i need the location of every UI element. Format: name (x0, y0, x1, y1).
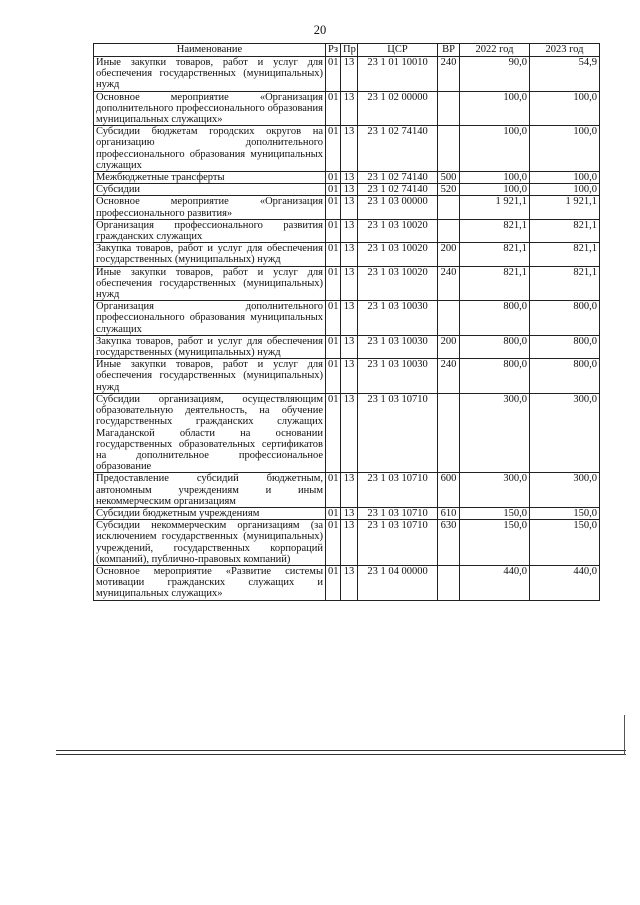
cell-2022: 821,1 (460, 243, 530, 266)
cell-vr: 200 (438, 335, 460, 358)
cell-csr: 23 1 02 00000 (358, 91, 438, 126)
cell-rz: 01 (326, 243, 341, 266)
cell-name: Организация дополнительного профессионального образования муниципальных служащих (94, 301, 326, 336)
cell-name: Закупка товаров, работ и услуг для обеспечения государственных (муниципальных) нужд (94, 243, 326, 266)
cell-2022: 821,1 (460, 219, 530, 242)
cell-rz: 01 (326, 393, 341, 472)
cell-2023: 800,0 (530, 359, 600, 394)
table-row (94, 57, 600, 92)
cell-rz: 01 (326, 473, 341, 508)
cell-2023: 800,0 (530, 301, 600, 336)
cell-2022: 800,0 (460, 359, 530, 394)
bottom-rule (56, 750, 626, 751)
cell-name: Основное мероприятие «Организация профессионального развития» (94, 196, 326, 219)
header-csr: ЦСР (358, 44, 438, 57)
cell-pr: 13 (341, 184, 358, 196)
cell-2023: 821,1 (530, 219, 600, 242)
cell-csr: 23 1 03 10710 (358, 507, 438, 519)
table-header (94, 44, 600, 57)
header-pr: Пр (341, 44, 358, 57)
table-row (94, 335, 600, 358)
cell-pr: 13 (341, 266, 358, 301)
cell-pr: 13 (341, 243, 358, 266)
cell-rz: 01 (326, 184, 341, 196)
cell-2023: 54,9 (530, 57, 600, 92)
cell-2022: 90,0 (460, 57, 530, 92)
cell-2022: 100,0 (460, 172, 530, 184)
cell-rz: 01 (326, 57, 341, 92)
cell-name: Межбюджетные трансферты (94, 172, 326, 184)
cell-2022: 440,0 (460, 565, 530, 600)
table-body (94, 57, 600, 601)
cell-2022: 150,0 (460, 520, 530, 566)
cell-csr: 23 1 03 10030 (358, 335, 438, 358)
cell-vr (438, 196, 460, 219)
cell-pr: 13 (341, 219, 358, 242)
table-row (94, 219, 600, 242)
cell-2022: 821,1 (460, 266, 530, 301)
cell-pr: 13 (341, 196, 358, 219)
cell-csr: 23 1 02 74140 (358, 184, 438, 196)
cell-rz: 01 (326, 335, 341, 358)
header-vr: ВР (438, 44, 460, 57)
cell-rz: 01 (326, 565, 341, 600)
cell-name: Иные закупки товаров, работ и услуг для обеспечения государственных (муниципальных) нужд (94, 57, 326, 92)
cell-name: Субсидии (94, 184, 326, 196)
cell-csr: 23 1 03 10030 (358, 359, 438, 394)
cell-pr: 13 (341, 335, 358, 358)
cell-rz: 01 (326, 219, 341, 242)
cell-2023: 100,0 (530, 184, 600, 196)
cell-2022: 800,0 (460, 301, 530, 336)
table-row (94, 243, 600, 266)
cell-rz: 01 (326, 301, 341, 336)
cell-csr: 23 1 03 10020 (358, 219, 438, 242)
table-row (94, 359, 600, 394)
cell-vr (438, 301, 460, 336)
cell-name: Иные закупки товаров, работ и услуг для обеспечения государственных (муниципальных) нужд (94, 359, 326, 394)
cell-pr: 13 (341, 359, 358, 394)
cell-2023: 821,1 (530, 266, 600, 301)
cell-2022: 100,0 (460, 184, 530, 196)
header-name: Наименование (94, 44, 326, 57)
table-row (94, 301, 600, 336)
cell-vr: 240 (438, 57, 460, 92)
cell-pr: 13 (341, 520, 358, 566)
header-rz: Рз (326, 44, 341, 57)
cell-vr: 600 (438, 473, 460, 508)
cell-csr: 23 1 02 74140 (358, 126, 438, 172)
cell-pr: 13 (341, 507, 358, 519)
cell-csr: 23 1 03 10020 (358, 243, 438, 266)
cell-vr: 630 (438, 520, 460, 566)
cell-vr (438, 126, 460, 172)
cell-2023: 100,0 (530, 91, 600, 126)
cell-2022: 100,0 (460, 126, 530, 172)
cell-rz: 01 (326, 359, 341, 394)
cell-name: Субсидии организациям, осуществляющим образовательную деятельность, на обучение государственных гражданских служащих Магаданской области на основании государственных образовательных сертификатов на дополнительное профессиональное образование (94, 393, 326, 472)
cell-rz: 01 (326, 196, 341, 219)
page-number: 20 (313, 23, 327, 37)
table-row (94, 507, 600, 519)
cell-2023: 821,1 (530, 243, 600, 266)
table-row (94, 393, 600, 472)
table-row (94, 196, 600, 219)
cell-2023: 100,0 (530, 126, 600, 172)
cell-pr: 13 (341, 301, 358, 336)
cell-2023: 150,0 (530, 507, 600, 519)
table-row (94, 172, 600, 184)
cell-2023: 150,0 (530, 520, 600, 566)
table-row (94, 91, 600, 126)
cell-2023: 100,0 (530, 172, 600, 184)
cell-2023: 1 921,1 (530, 196, 600, 219)
cell-rz: 01 (326, 91, 341, 126)
cell-name: Закупка товаров, работ и услуг для обеспечения государственных (муниципальных) нужд (94, 335, 326, 358)
cell-pr: 13 (341, 126, 358, 172)
header-2023: 2023 год (530, 44, 600, 57)
cell-name: Основное мероприятие «Организация дополнительного профессионального образования муниципальных служащих» (94, 91, 326, 126)
cell-csr: 23 1 04 00000 (358, 565, 438, 600)
cell-csr: 23 1 03 10030 (358, 301, 438, 336)
cell-2022: 300,0 (460, 473, 530, 508)
cell-rz: 01 (326, 172, 341, 184)
cell-vr (438, 219, 460, 242)
cell-csr: 23 1 03 10710 (358, 473, 438, 508)
cell-name: Субсидии некоммерческим организациям (за исключением государственных (муниципальных) учреждений, государственных корпораций (компаний), публично-правовых компаний) (94, 520, 326, 566)
budget-table (93, 43, 600, 601)
cell-name: Организация профессионального развития гражданских служащих (94, 219, 326, 242)
cell-csr: 23 1 03 00000 (358, 196, 438, 219)
table-row (94, 565, 600, 600)
cell-vr: 500 (438, 172, 460, 184)
cell-vr: 200 (438, 243, 460, 266)
cell-vr (438, 91, 460, 126)
bottom-rule-double (56, 754, 626, 755)
cell-name: Иные закупки товаров, работ и услуг для обеспечения государственных (муниципальных) нужд (94, 266, 326, 301)
cell-pr: 13 (341, 473, 358, 508)
cell-vr: 610 (438, 507, 460, 519)
cell-2022: 300,0 (460, 393, 530, 472)
cell-pr: 13 (341, 172, 358, 184)
cell-rz: 01 (326, 507, 341, 519)
scan-edge-mark (624, 715, 625, 755)
cell-2022: 100,0 (460, 91, 530, 126)
cell-rz: 01 (326, 520, 341, 566)
cell-2023: 300,0 (530, 393, 600, 472)
cell-rz: 01 (326, 266, 341, 301)
cell-2022: 1 921,1 (460, 196, 530, 219)
table-row (94, 126, 600, 172)
cell-2023: 800,0 (530, 335, 600, 358)
cell-name: Предоставление субсидий бюджетным, автономным учреждениям и иным некоммерческим организациям (94, 473, 326, 508)
table-row (94, 473, 600, 508)
cell-csr: 23 1 01 10010 (358, 57, 438, 92)
cell-csr: 23 1 03 10710 (358, 393, 438, 472)
cell-pr: 13 (341, 393, 358, 472)
cell-pr: 13 (341, 91, 358, 126)
cell-pr: 13 (341, 57, 358, 92)
cell-2022: 800,0 (460, 335, 530, 358)
header-2022: 2022 год (460, 44, 530, 57)
table-header-row (94, 44, 600, 57)
cell-2023: 440,0 (530, 565, 600, 600)
cell-csr: 23 1 03 10020 (358, 266, 438, 301)
cell-vr: 240 (438, 266, 460, 301)
cell-vr: 520 (438, 184, 460, 196)
cell-csr: 23 1 03 10710 (358, 520, 438, 566)
cell-vr: 240 (438, 359, 460, 394)
cell-2022: 150,0 (460, 507, 530, 519)
cell-name: Основное мероприятие «Развитие системы мотивации гражданских служащих и муниципальных служащих» (94, 565, 326, 600)
cell-vr (438, 393, 460, 472)
cell-2023: 300,0 (530, 473, 600, 508)
table-row (94, 266, 600, 301)
table-row (94, 184, 600, 196)
cell-name: Субсидии бюджетным учреждениям (94, 507, 326, 519)
cell-pr: 13 (341, 565, 358, 600)
cell-rz: 01 (326, 126, 341, 172)
cell-name: Субсидии бюджетам городских округов на организацию дополнительного профессионального образования муниципальных служащих (94, 126, 326, 172)
cell-csr: 23 1 02 74140 (358, 172, 438, 184)
table-row (94, 520, 600, 566)
cell-vr (438, 565, 460, 600)
